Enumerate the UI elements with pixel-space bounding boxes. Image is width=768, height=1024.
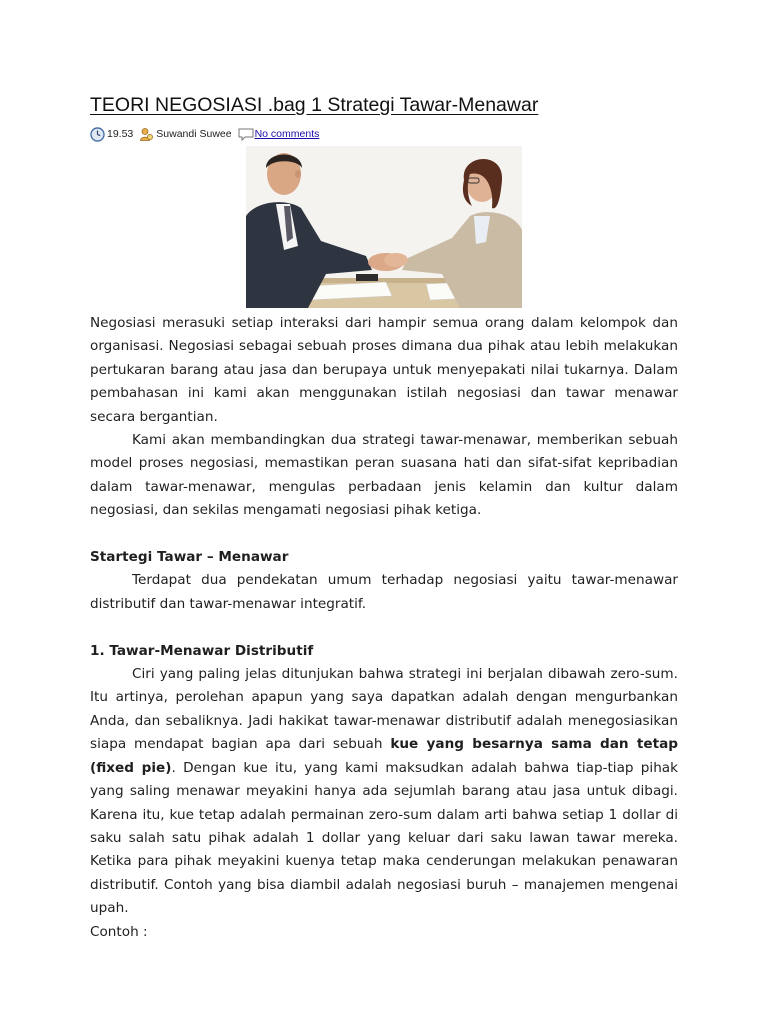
paragraph-text: . Dengan kue itu, yang kami maksudkan adalah bahwa tiap-tiap pihak yang saling menawar meyakini hanya ada sejumlah barang atau jasa untuk dibagi. Karena itu, kue tetap adalah permainan zero-sum dalam arti bahwa setiap 1 dollar di saku salah satu pihak adalah 1 dollar yang keluar dari saku lawan tawar mereka. Ketika para pihak meyakini kuenya tetap maka cenderungan melakukan penawaran distributif. Contoh yang bisa diambil adalah negosiasi buruh – manajemen mengenai upah. bbox=[90, 759, 679, 917]
paragraph bbox=[90, 663, 678, 920]
paragraph: Negosiasi merasuki setiap interaksi dari hampir semua orang dalam kelompok dan organisasi. Negosiasi sebagai sebuah proses dimana dua pihak atau lebih melakukan pertukaran barang atau jasa dan berupaya untuk menyepakati nilai tukarnya. Dalam pembahasan ini kami akan menggunakan istilah negosiasi dan tawar menawar secara bergantian. bbox=[90, 315, 678, 425]
paragraph-text: Ciri yang paling jelas ditunjukan bahwa strategi ini berjalan dibawah zero-sum. Itu artinya, perolehan apapun yang saya dapatkan adalah dengan mengurbankan Anda, dan sebaliknya. Jadi hakikat tawar-menawar distributif adalah menegosiasikan siapa mendapat bagian apa dari sebuah bbox=[90, 666, 678, 753]
spacer bbox=[90, 523, 678, 546]
emphasis-text: kue yang besarnya sama dan tetap (fixed pie) bbox=[90, 736, 678, 776]
section-heading: 1. Tawar-Menawar Distributif bbox=[90, 642, 314, 659]
section-heading: Startegi Tawar – Menawar bbox=[90, 549, 289, 566]
clock-icon bbox=[90, 127, 105, 142]
spacer bbox=[90, 616, 678, 639]
comments-link[interactable]: No comments bbox=[254, 128, 320, 140]
page-title: TEORI NEGOSIASI .bag 1 Strategi Tawar-Menawar bbox=[90, 94, 539, 116]
handshake-photo bbox=[246, 146, 522, 308]
post-meta bbox=[90, 125, 319, 143]
person-icon bbox=[139, 127, 154, 142]
comment-bubble-icon bbox=[238, 127, 253, 142]
post-author: Suwandi Suwee bbox=[156, 128, 232, 140]
post-time: 19.53 bbox=[107, 128, 134, 140]
paragraph: Contoh : bbox=[90, 923, 148, 940]
paragraph: Kami akan membandingkan dua strategi tawar-menawar, memberikan sebuah model proses negosiasi, memastikan peran suasana hati dan sifat-sifat kepribadian dalam tawar-menawar, mengulas perbadaan jenis kelamin dan kultur dalam negosiasi, dan sekilas mengamati negosiasi pihak ketiga. bbox=[90, 432, 678, 519]
paragraph: Terdapat dua pendekatan umum terhadap negosiasi yaitu tawar-menawar distributif dan tawar-menawar integratif. bbox=[90, 572, 678, 612]
article-body bbox=[90, 312, 678, 944]
